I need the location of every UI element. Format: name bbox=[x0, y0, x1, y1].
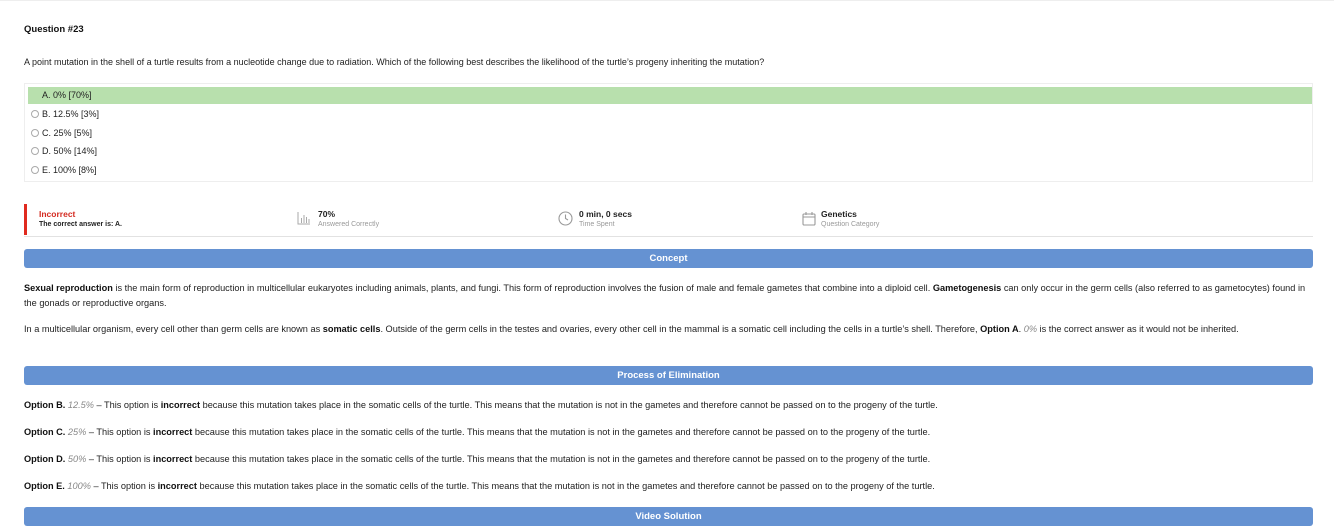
time-value: 0 min, 0 secs bbox=[579, 209, 632, 219]
text: – This option is bbox=[90, 481, 158, 491]
option-e[interactable] bbox=[28, 162, 1312, 179]
result-status bbox=[39, 209, 122, 228]
answered-correctly-stat bbox=[318, 209, 379, 228]
option-label: B. 12.5% [3%] bbox=[42, 109, 100, 119]
elimination-option-d bbox=[24, 452, 1312, 467]
option-label: E. 100% [8%] bbox=[42, 165, 97, 175]
option-b[interactable] bbox=[28, 106, 1312, 123]
option-ref: Option D. bbox=[24, 454, 66, 464]
question-title: Question #23 bbox=[24, 24, 84, 35]
radio-button[interactable] bbox=[31, 166, 39, 174]
time-spent-stat bbox=[579, 209, 632, 228]
text: can only occur in the germ cells (also referred to as gametocytes) found in the gonads or reproductive organs. bbox=[24, 283, 1306, 308]
concept-paragraph-1 bbox=[24, 281, 1312, 311]
calendar-icon bbox=[802, 211, 816, 226]
elimination-option-b bbox=[24, 398, 1312, 413]
result-title: Incorrect bbox=[39, 209, 76, 219]
radio-button[interactable] bbox=[31, 110, 39, 118]
category-label: Question Category bbox=[821, 221, 880, 228]
video-solution-header: Video Solution bbox=[24, 507, 1313, 526]
concept-header: Concept bbox=[24, 249, 1313, 268]
option-value: 12.5% bbox=[67, 400, 94, 410]
text: – This option is bbox=[93, 400, 161, 410]
option-a-value: 0% bbox=[1023, 324, 1037, 334]
option-value: 50% bbox=[67, 454, 87, 464]
incorrect-label: incorrect bbox=[153, 454, 193, 464]
answer-options bbox=[24, 83, 1313, 182]
term-gametogenesis: Gametogenesis bbox=[932, 283, 1002, 293]
elimination-option-c bbox=[24, 425, 1312, 440]
text: – This option is bbox=[86, 454, 154, 464]
option-ref: Option E. bbox=[24, 481, 65, 491]
text: because this mutation takes place in the somatic cells of the turtle. This means that the mutation is not in the gametes and therefore cannot be passed on to the progeny of the turtle. bbox=[192, 427, 931, 437]
text: is the correct answer as it would not be inherited. bbox=[1036, 324, 1239, 334]
bar-chart-icon bbox=[297, 212, 311, 225]
text: because this mutation takes place in the somatic cells of the turtle. This means that the mutation is not in the gametes and therefore cannot be passed on to the progeny of the turtle. bbox=[196, 481, 935, 491]
option-d[interactable] bbox=[28, 143, 1312, 160]
question-text: A point mutation in the shell of a turtle results from a nucleotide change due to radiation. Which of the following best describes the likelihood of the turtle’s progeny inheriting the mutation? bbox=[24, 57, 765, 67]
option-ref: Option B. bbox=[24, 400, 66, 410]
category-value: Genetics bbox=[821, 209, 857, 219]
top-divider bbox=[0, 0, 1334, 1]
time-label: Time Spent bbox=[579, 221, 615, 228]
question-category-stat bbox=[821, 209, 879, 228]
option-label: A. 0% [70%] bbox=[42, 90, 92, 100]
radio-button[interactable] bbox=[31, 147, 39, 155]
term-somatic-cells: somatic cells bbox=[322, 324, 381, 334]
incorrect-label: incorrect bbox=[153, 427, 193, 437]
option-a[interactable] bbox=[28, 87, 1312, 104]
clock-icon bbox=[558, 211, 573, 226]
incorrect-label: incorrect bbox=[157, 481, 197, 491]
text: In a multicellular organism, every cell other than germ cells are known as bbox=[24, 324, 323, 334]
option-label: D. 50% [14%] bbox=[42, 146, 98, 156]
correct-answer-text: The correct answer is: A. bbox=[39, 221, 122, 228]
elimination-option-e bbox=[24, 479, 1312, 494]
result-stats bbox=[24, 204, 1313, 237]
text: . Outside of the germ cells in the testes and ovaries, every other cell in the mammal is a somatic cell including the cells in a turtle’s shell. Therefore, bbox=[380, 324, 981, 334]
text: – This option is bbox=[86, 427, 154, 437]
percent-correct: 70% bbox=[318, 209, 336, 219]
option-ref: Option C. bbox=[24, 427, 66, 437]
text: is the main form of reproduction in multicellular eukaryotes including animals, plants, and fungi. This form of reproduction involves the fusion of male and female gametes that combine into a diploid cell. bbox=[112, 283, 933, 293]
option-value: 100% bbox=[67, 481, 91, 491]
text: because this mutation takes place in the somatic cells of the turtle. This means that the mutation is not in the gametes and therefore cannot be passed on to the progeny of the turtle. bbox=[200, 400, 938, 410]
radio-button[interactable] bbox=[31, 129, 39, 137]
option-a-ref: Option A bbox=[980, 324, 1019, 334]
text: because this mutation takes place in the somatic cells of the turtle. This means that the mutation is not in the gametes and therefore cannot be passed on to the progeny of the turtle. bbox=[192, 454, 931, 464]
option-c[interactable] bbox=[28, 125, 1312, 142]
option-value: 25% bbox=[67, 427, 87, 437]
incorrect-indicator bbox=[24, 204, 27, 235]
concept-paragraph-2 bbox=[24, 322, 1312, 337]
term-sexual-reproduction: Sexual reproduction bbox=[24, 283, 113, 293]
incorrect-label: incorrect bbox=[160, 400, 201, 410]
elimination-header: Process of Elimination bbox=[24, 366, 1313, 385]
option-label: C. 25% [5%] bbox=[42, 128, 93, 138]
answered-correctly-label: Answered Correctly bbox=[318, 221, 380, 228]
text: . bbox=[1018, 324, 1024, 334]
